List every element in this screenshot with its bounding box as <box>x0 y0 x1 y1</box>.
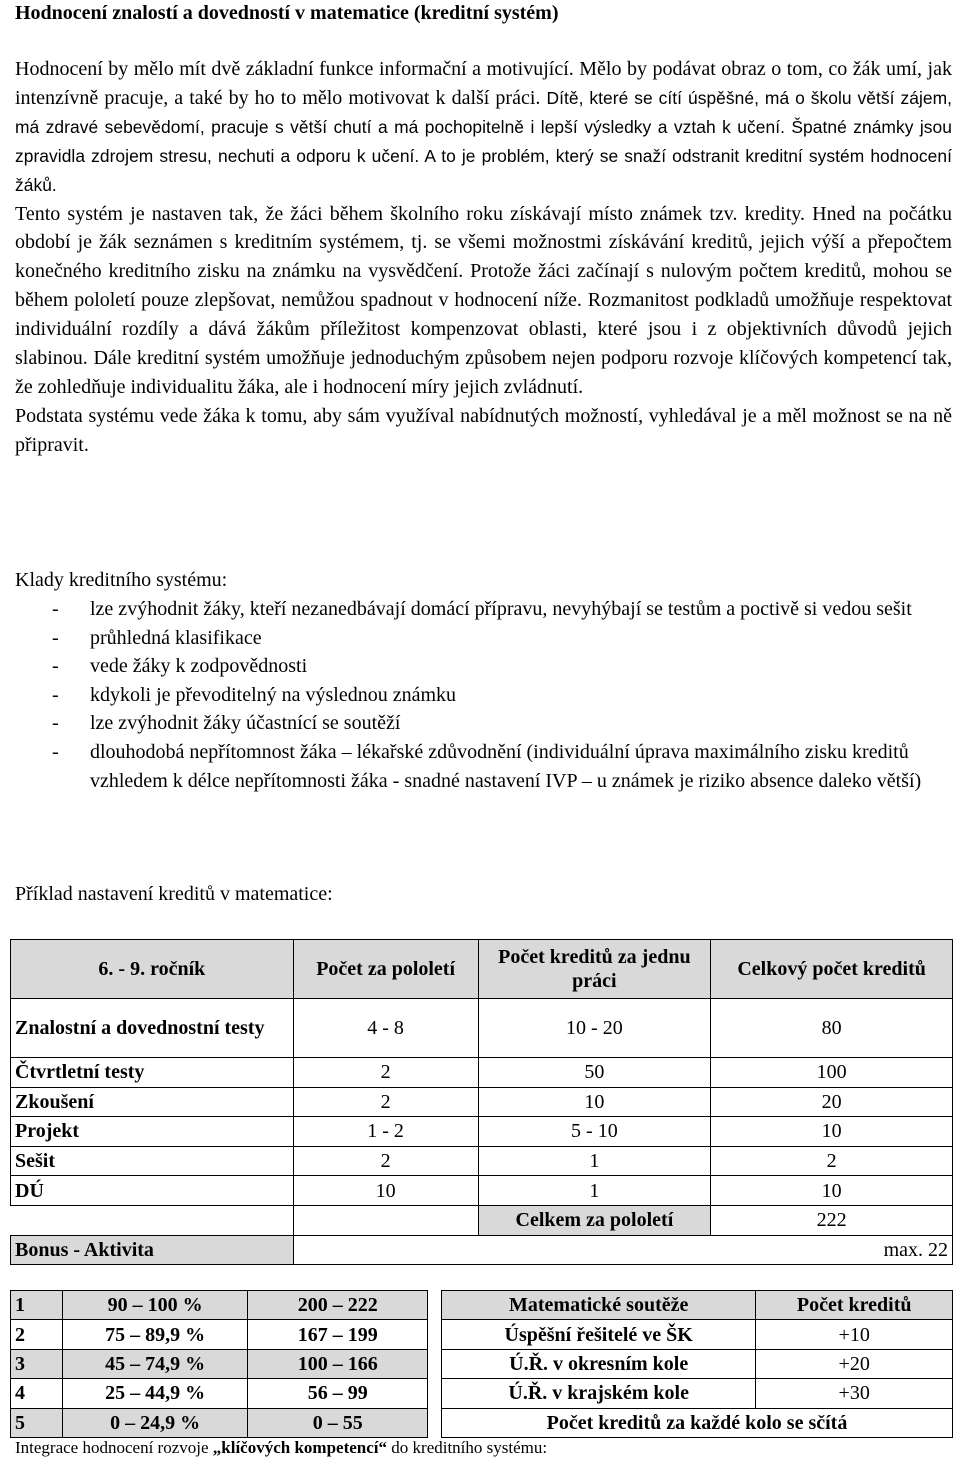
footer-part: do kreditního systému: <box>387 1438 548 1457</box>
table-header-row <box>11 940 953 999</box>
table-header-row <box>442 1291 953 1320</box>
table-cell: 2 <box>293 1087 478 1117</box>
grade-table <box>10 1290 428 1438</box>
competition-note: Počet kreditů za každé kolo se sčítá <box>442 1408 953 1437</box>
row-label: Projekt <box>11 1117 294 1147</box>
footer-bold: „klíčových kompetencí“ <box>212 1438 388 1457</box>
table-cell: 80 <box>711 999 953 1058</box>
pros-list <box>15 595 945 795</box>
intro-paragraph-3: Podstata systému vede žáka k tomu, aby sám využíval nabídnutých možností, vyhledával je a měl možnost se na ně připravit. <box>15 404 952 456</box>
table-cell: +20 <box>756 1349 953 1378</box>
list-item <box>15 738 945 795</box>
table-cell: 10 <box>711 1117 953 1147</box>
credits-cell: 200 – 222 <box>248 1291 428 1320</box>
table-row <box>11 1379 428 1408</box>
table-row <box>11 1320 428 1349</box>
intro-paragraph-1 <box>15 55 952 200</box>
table-cell: 5 - 10 <box>478 1117 711 1147</box>
list-dash: - <box>52 655 59 678</box>
table-row <box>11 1176 953 1206</box>
grade-cell: 3 <box>11 1349 63 1378</box>
percent-cell: 45 – 74,9 % <box>62 1349 248 1378</box>
table-cell: 10 <box>711 1176 953 1206</box>
list-dash: - <box>52 740 59 763</box>
list-item-text: lze zvýhodnit žáky účastnící se soutěží <box>90 712 401 735</box>
intro-text <box>15 55 952 460</box>
table-row <box>442 1408 953 1437</box>
table-cell: 2 <box>711 1146 953 1176</box>
footer-text <box>15 1437 547 1459</box>
total-value: 222 <box>711 1205 953 1235</box>
table-row <box>11 999 953 1058</box>
header-cell: Počet kreditů za jednu práci <box>478 940 711 999</box>
pros-heading: Klady kreditního systému: <box>15 569 228 591</box>
list-item <box>15 709 945 738</box>
intro-paragraph-2: Tento systém je nastaven tak, že žáci během školního roku získávají místo známek tzv. kredity. Hned na počátku období je žák seznámen s kreditním systémem, tj. se všemi možnostmi získávání kreditů, jejich výší a přepočtem konečného kreditního zisku na známku na vysvědčení. Protože žáci začínají s nulovým počtem kreditů, mohou se během pololetí pouze zlepšovat, nemůžou spadnout v hodnocení níže. Rozmanitost podkladů umožňuje respektovat individuální rozdíly a dává žákům příležitost kompenzovat oblasti, které jsou i z objektivních důvodů jejich slabinou. Dále kreditní systém umožňuje jednoduchým způsobem nejen podporu rozvoje klíčových kompetencí tak, že zohledňuje individualitu žáka, ale i hodnocení míry jejich zvládnutí. <box>15 202 952 398</box>
row-label: Čtvrtletní testy <box>11 1058 294 1088</box>
credits-cell: 167 – 199 <box>248 1320 428 1349</box>
table-row <box>11 1291 428 1320</box>
header-cell: 6. - 9. ročník <box>11 940 294 999</box>
example-heading: Příklad nastavení kreditů v matematice: <box>15 883 333 905</box>
table-cell: 2 <box>293 1058 478 1088</box>
table-cell: Ú.Ř. v krajském kole <box>442 1379 756 1408</box>
header-cell: Celkový počet kreditů <box>711 940 953 999</box>
table-row <box>442 1379 953 1408</box>
table-row <box>11 1349 428 1378</box>
footer-part: Integrace hodnocení rozvoje <box>15 1438 213 1457</box>
percent-cell: 25 – 44,9 % <box>62 1379 248 1408</box>
list-item <box>15 595 945 624</box>
empty-cell <box>11 1205 294 1235</box>
percent-cell: 0 – 24,9 % <box>62 1408 248 1437</box>
row-label: Sešit <box>11 1146 294 1176</box>
header-cell: Počet za pololetí <box>293 940 478 999</box>
header-cell: Počet kreditů <box>756 1291 953 1320</box>
grade-cell: 5 <box>11 1408 63 1437</box>
header-cell: Matematické soutěže <box>442 1291 756 1320</box>
bonus-row <box>11 1235 953 1265</box>
row-label: Zkoušení <box>11 1087 294 1117</box>
list-item-text: lze zvýhodnit žáky, kteří nezanedbávají domácí přípravu, nevyhýbají se testům a poctivě si vedou sešit <box>90 598 912 620</box>
credits-cell: 0 – 55 <box>248 1408 428 1437</box>
table-cell: 10 <box>293 1176 478 1206</box>
percent-cell: 90 – 100 % <box>62 1291 248 1320</box>
table-cell: 1 - 2 <box>293 1117 478 1147</box>
total-row <box>11 1205 953 1235</box>
competition-table <box>441 1290 953 1438</box>
total-label: Celkem za pololetí <box>478 1205 711 1235</box>
table-row <box>442 1349 953 1378</box>
list-dash: - <box>52 683 59 706</box>
bonus-value: max. 22 <box>293 1235 952 1265</box>
table-cell: +10 <box>756 1320 953 1349</box>
grade-cell: 2 <box>11 1320 63 1349</box>
credit-table <box>10 939 953 1265</box>
table-cell: 4 - 8 <box>293 999 478 1058</box>
table-cell: 10 <box>478 1087 711 1117</box>
table-row <box>11 1117 953 1147</box>
list-item-text: průhledná klasifikace <box>90 626 262 649</box>
table-cell: 1 <box>478 1146 711 1176</box>
table-row <box>11 1408 428 1437</box>
grade-cell: 1 <box>11 1291 63 1320</box>
list-dash: - <box>52 626 59 649</box>
table-cell: +30 <box>756 1379 953 1408</box>
table-cell: 1 <box>478 1176 711 1206</box>
empty-cell <box>293 1205 478 1235</box>
table-row <box>11 1087 953 1117</box>
table-cell: 100 <box>711 1058 953 1088</box>
grade-cell: 4 <box>11 1379 63 1408</box>
intro-p1-text: Hodnocení by mělo mít dvě základní funkce informační a motivující. Mělo by podávat obraz o tom, co žák umí, jak intenzívně pracuje, a také by ho to mělo motivovat k další práci. <box>15 58 952 109</box>
table-row <box>11 1146 953 1176</box>
document-title: Hodnocení znalostí a dovedností v matematice (kreditní systém) <box>15 2 559 24</box>
list-item-text: dlouhodobá nepřítomnost žáka – lékařské zdůvodnění (individuální úprava maximálního zisku kreditů vzhledem k délce nepřítomnosti žáka - snadné nastavení IVP – u známek je riziko absence daleko větší) <box>90 740 922 792</box>
credits-cell: 100 – 166 <box>248 1349 428 1378</box>
percent-cell: 75 – 89,9 % <box>62 1320 248 1349</box>
list-dash: - <box>52 712 59 735</box>
list-item <box>15 681 945 710</box>
list-dash: - <box>52 598 59 620</box>
table-cell: Ú.Ř. v okresním kole <box>442 1349 756 1378</box>
list-item <box>15 624 945 653</box>
table-cell: 20 <box>711 1087 953 1117</box>
table-cell: 10 - 20 <box>478 999 711 1058</box>
intro-p1-sans-text: Dítě, které se cítí úspěšné, má o školu větší zájem, má zdravé sebevědomí, pracuje s větší chutí a má pochopitelně i lepší výsledky a vztah k učení. Špatné známky jsou zpravidla zdrojem stresu, nechuti a odporu k učení. A to je problém, který se snaží odstranit kreditní systém hodnocení žáků. <box>15 87 952 195</box>
list-item-text: vede žáky k zodpovědnosti <box>90 655 308 678</box>
table-row <box>442 1320 953 1349</box>
table-cell: Úspěšní řešitelé ve ŠK <box>442 1320 756 1349</box>
row-label: Znalostní a dovednostní testy <box>11 999 294 1058</box>
table-cell: 50 <box>478 1058 711 1088</box>
list-item-text: kdykoli je převoditelný na výslednou známku <box>90 683 457 706</box>
credits-cell: 56 – 99 <box>248 1379 428 1408</box>
bonus-label: Bonus - Aktivita <box>11 1235 294 1265</box>
list-item <box>15 652 945 681</box>
row-label: DÚ <box>11 1176 294 1206</box>
table-row <box>11 1058 953 1088</box>
table-cell: 2 <box>293 1146 478 1176</box>
